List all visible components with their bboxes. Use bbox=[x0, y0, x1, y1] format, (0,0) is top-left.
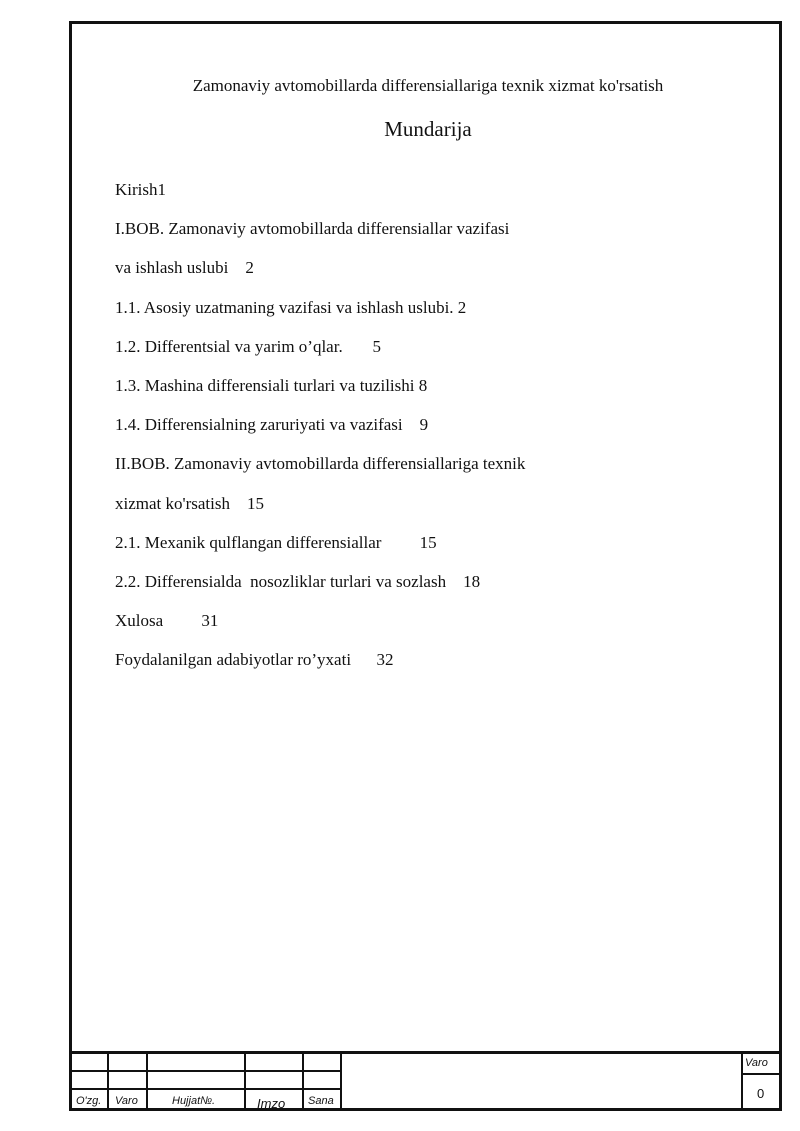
toc-entry-2-2: 2.2. Differensialda nosozliklar turlari va sozlash 18 bbox=[115, 571, 481, 591]
stamp-label-imzo: Imzo bbox=[257, 1096, 286, 1111]
toc-entry-1-2: 1.2. Differentsial va yarim o’qlar. 5 bbox=[115, 336, 381, 356]
toc-entry-xulosa: Xulosa 31 bbox=[115, 611, 219, 631]
stamp-sheet-label: Varo bbox=[745, 1057, 768, 1069]
stamp-label-ozg: O'zg. bbox=[76, 1095, 102, 1107]
toc-entry-bob2-line1: II.BOB. Zamonaviy avtomobillarda differensiallariga texnik bbox=[115, 454, 526, 474]
toc-entry-bob1-line1: I.BOB. Zamonaviy avtomobillarda differensiallar vazifasi bbox=[115, 219, 510, 239]
document-title: Zamonaviy avtomobillarda differensiallariga texnik xizmat ko'rsatish bbox=[192, 76, 664, 95]
toc-entry-adabiyotlar: Foydalanilgan adabiyotlar ro’yxati 32 bbox=[115, 650, 394, 670]
toc-entry-bob1-line2: va ishlash uslubi 2 bbox=[115, 258, 254, 278]
stamp-sheet-number: 0 bbox=[757, 1086, 765, 1101]
toc-entry-bob2-line2: xizmat ko'rsatish 15 bbox=[115, 493, 264, 513]
toc-entry-2-1: 2.1. Mexanik qulflangan differensiallar 15 bbox=[115, 532, 437, 552]
toc-entry-1-1: 1.1. Asosiy uzatmaning vazifasi va ishlash uslubi. 2 bbox=[115, 297, 467, 317]
title-block-stamp bbox=[69, 1051, 782, 1111]
toc-entry-1-4: 1.4. Differensialning zaruriyati va vazifasi 9 bbox=[115, 415, 429, 435]
stamp-label-sana: Sana bbox=[308, 1095, 334, 1107]
toc-entry-1-3: 1.3. Mashina differensiali turlari va tuzilishi 8 bbox=[115, 375, 428, 395]
toc-entry-kirish: Kirish1 bbox=[115, 180, 166, 199]
stamp-label-varo: Varo bbox=[115, 1095, 138, 1107]
table-of-contents bbox=[115, 178, 735, 687]
stamp-label-hujjat: Hujjat№. bbox=[172, 1095, 216, 1107]
toc-heading: Mundarija bbox=[384, 117, 472, 141]
